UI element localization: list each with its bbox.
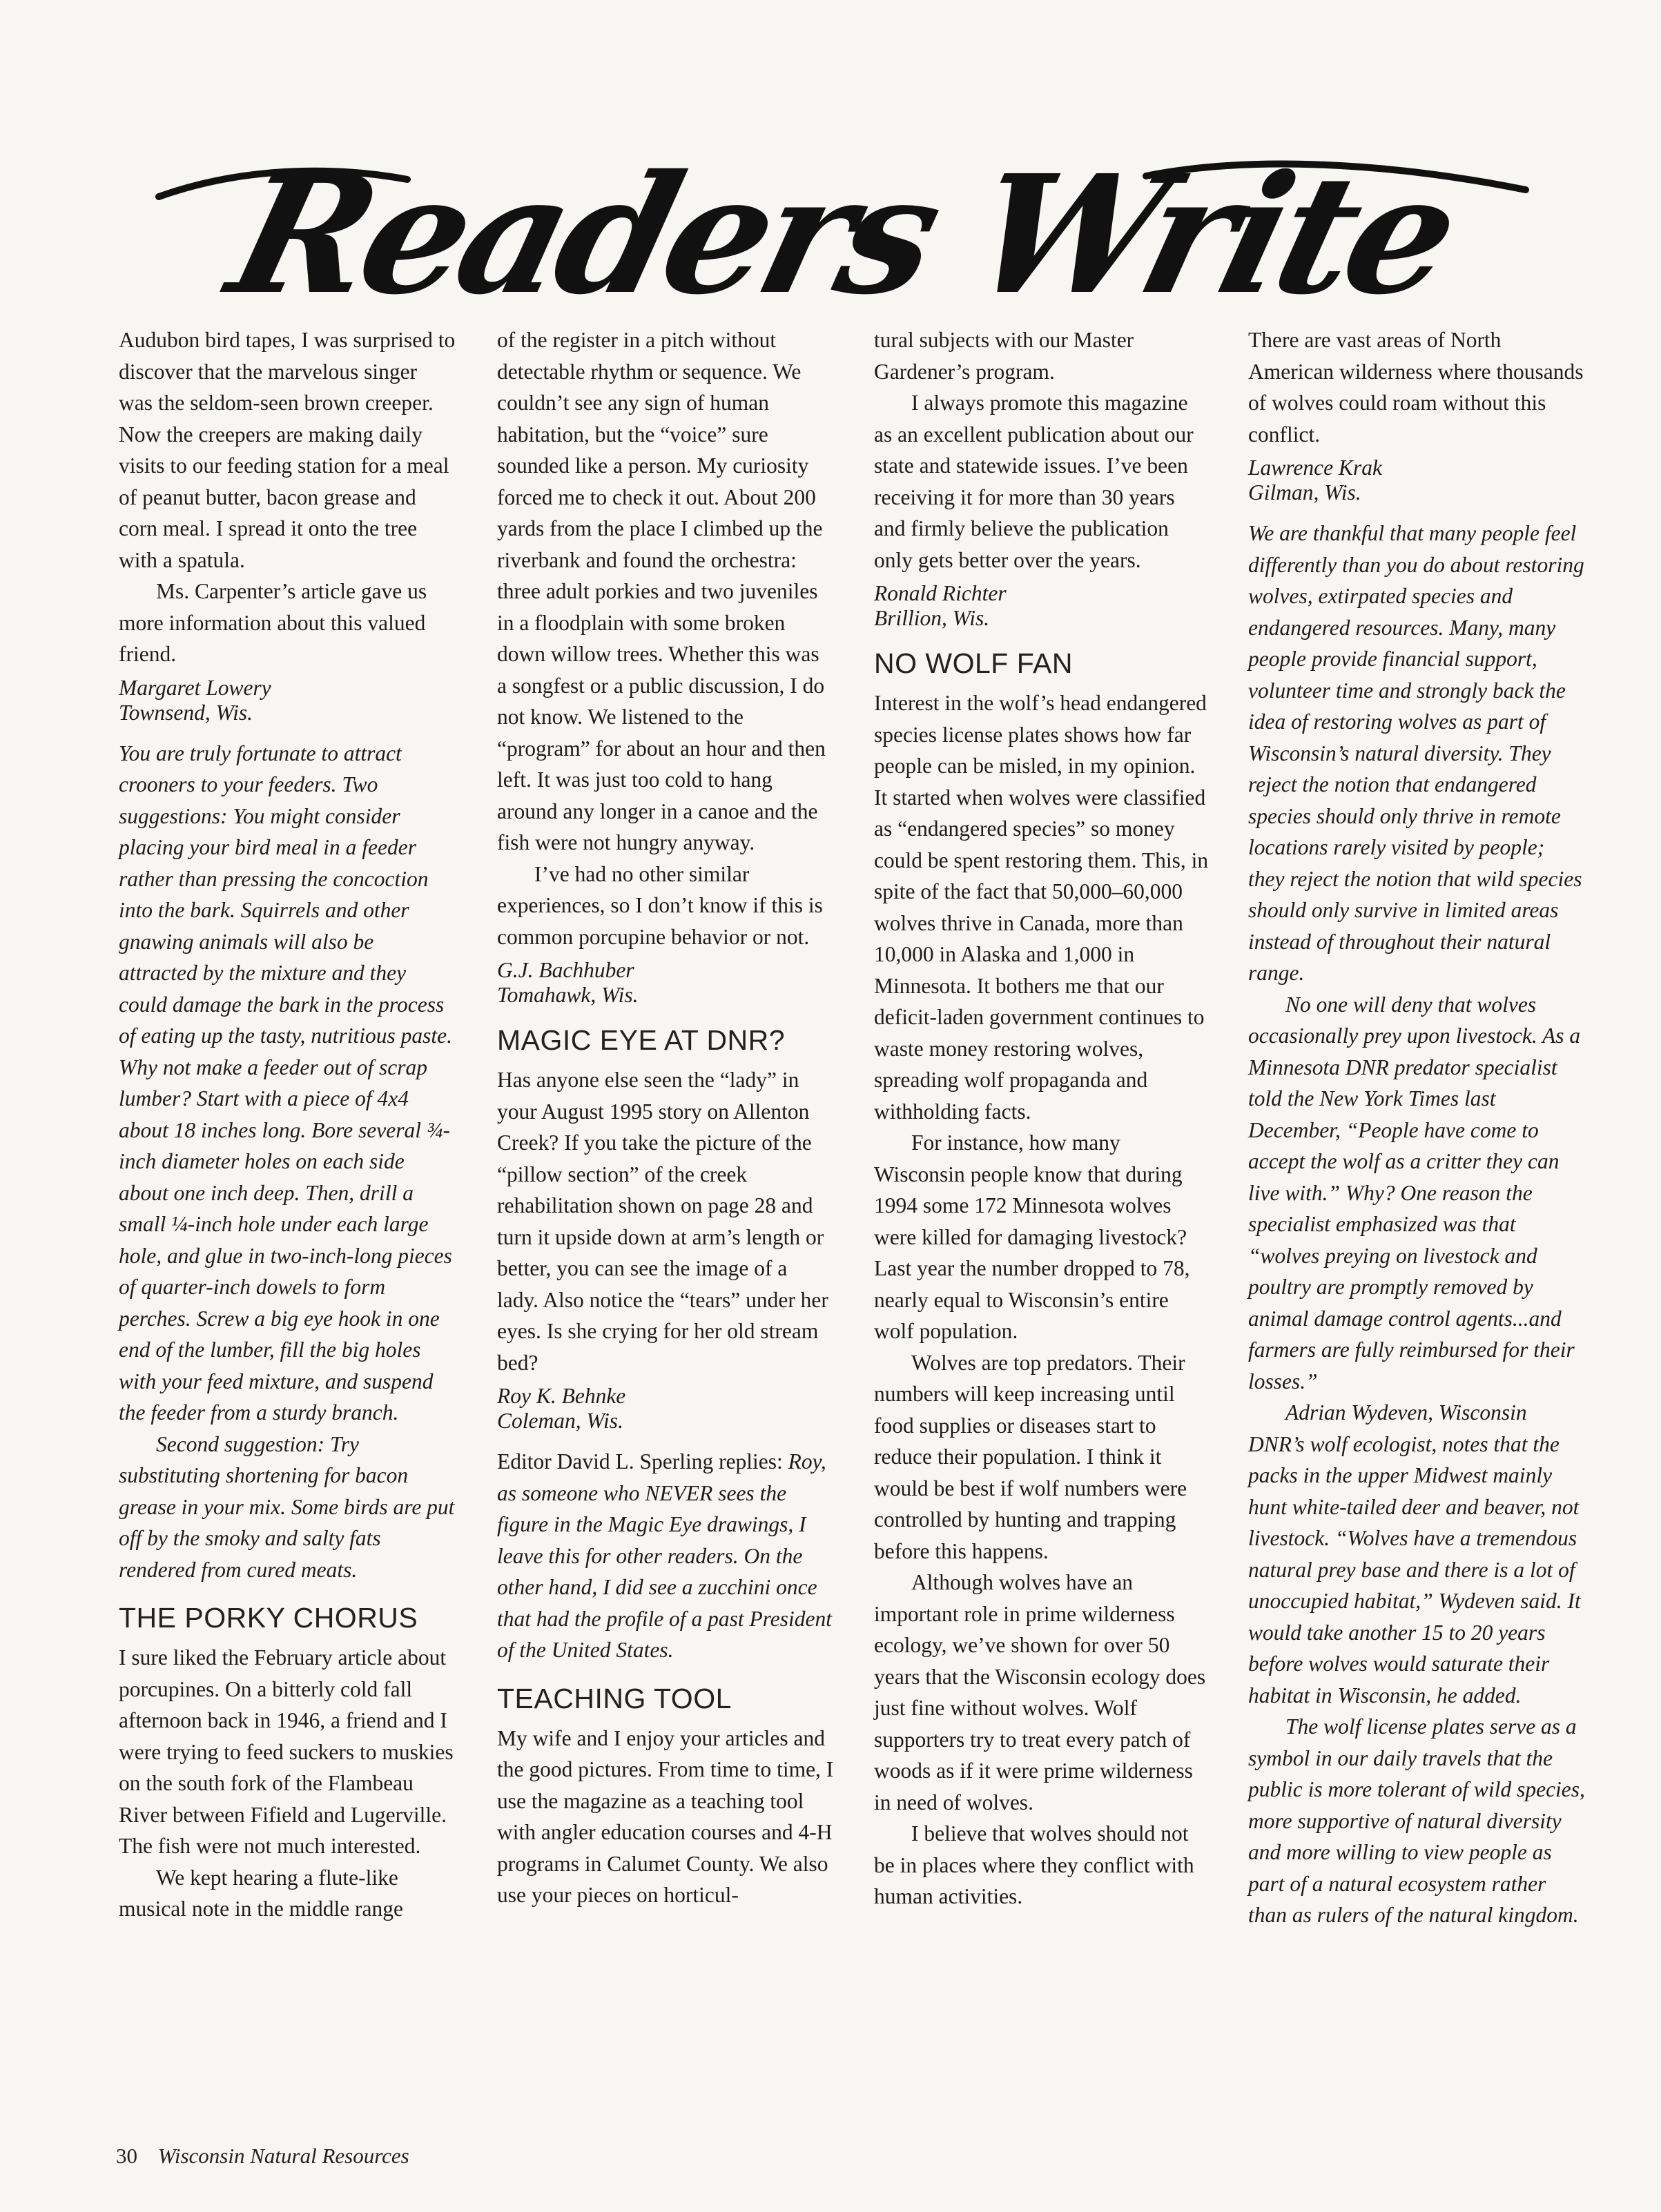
signature-place: Brillion, Wis. <box>874 606 990 630</box>
section-heading: MAGIC EYE AT DNR? <box>497 1024 786 1056</box>
signature-place: Tomahawk, Wis. <box>497 983 639 1007</box>
editor-reply <box>497 1446 834 1666</box>
letter-paragraph: Wolves are top predators. Their numbers will keep increasing until food supplies or diseases start to reduce their population. I think it would be best if wolf numbers were controlled by hunting and trapping before this happens. <box>874 1350 1187 1563</box>
letter-signature <box>497 958 834 1008</box>
letter-paragraph: Audubon bird tapes, I was surprised to discover that the marvelous singer was the seldom-seen brown creeper. Now the creepers are making daily visits to our feeding station for a meal of peanut butter, bacon grease and corn meal. I spread it onto the tree with a spatula. <box>119 328 456 572</box>
letter-paragraph: My wife and I enjoy your articles and the good pictures. From time to time, I use the magazine as a teaching tool with angler education courses and 4-H programs in Calumet County. We also use your pieces on horticul- <box>497 1725 834 1907</box>
signature-place: Townsend, Wis. <box>119 700 253 725</box>
signature-name: Ronald Richter <box>874 581 1007 605</box>
page-footer <box>116 2144 409 2169</box>
letter-paragraph: For instance, how many Wisconsin people know that during 1994 some 172 Minnesota wolves were killed for damaging livestock? Last year the number dropped to 78, nearly equal to Wisconsin’s entire wolf population. <box>874 1131 1190 1343</box>
letter-signature <box>874 581 1211 631</box>
letter-paragraph: Ms. Carpenter’s article gave us more information about this valued friend. <box>119 579 427 666</box>
column-3 <box>874 324 1211 1912</box>
section-heading: NO WOLF FAN <box>874 647 1073 679</box>
editor-reply: No one will deny that wolves occasionally prey upon livestock. As a Minnesota DNR predator specialist told the New York Times last December, “People have come to accept the wolf as a critter they can live with.” Why? One reason the specialist emphasized was that “wolves preying on livestock and poultry are promptly removed by animal damage control agents...and farmers are fully reimbursed for their losses.” <box>1248 992 1581 1393</box>
editor-reply: Second suggestion: Try substituting shortening for bacon grease in your mix. Some birds are put off by the smoky and salty fats rendered from cured meats. <box>119 1431 455 1582</box>
letter-signature <box>1248 456 1585 505</box>
editor-reply: Adrian Wydeven, Wisconsin DNR’s wolf ecologist, notes that the packs in the upper Midwest mainly hunt white-tailed deer and beaver, not livestock. “Wolves have a tremendous natural prey base and there is a lot of unoccupied habitat,” Wydeven said. It would take another 15 to 20 years before wolves would saturate their habitat in Wisconsin, he added. <box>1248 1400 1581 1707</box>
masthead-title: Readers Write <box>213 139 1471 331</box>
editor-reply: The wolf license plates serve as a symbol in our daily travels that the public is more tolerant of wild species, more supportive of natural diversity and more willing to view people as part of a natural ecosystem rather than as rulers of the natural kingdom. <box>1248 1714 1585 1927</box>
page-number: 30 <box>116 2144 137 2168</box>
masthead <box>145 139 1539 331</box>
letter-paragraph: of the register in a pitch without detectable rhythm or sequence. We couldn’t see any sign of human habitation, but the “voice” sure sounded like a person. My curiosity forced me to check it out. About 200 yards from the place I climbed up the riverbank and found the orchestra: three adult porkies and two juveniles in a floodplain with some broken down willow trees. Whether this was a songfest or a public discussion, I do not know. We listened to the “program” for about an hour and then left. It was just too cold to hang around any longer in a canoe and the fish were not hungry anyway. <box>497 328 826 854</box>
masthead-swash <box>145 148 1539 321</box>
signature-name: Margaret Lowery <box>119 675 271 700</box>
signature-place: Gilman, Wis. <box>1248 480 1361 505</box>
magazine-title: Wisconsin Natural Resources <box>157 2144 409 2168</box>
column-2 <box>497 324 834 1911</box>
letter-paragraph: We kept hearing a flute-like musical note in the middle range <box>119 1865 404 1921</box>
letter-paragraph: Interest in the wolf’s head endangered species license plates shows how far people can be misled, in my opinion. It started when wolves were classified as “endangered species” so money could be spent restoring them. This, in spite of the fact that 50,000–60,000 wolves thrive in Canada, more than 10,000 in Alaska and 1,000 in Minnesota. It bothers me that our deficit-laden government continues to waste money restoring wolves, spreading wolf propaganda and withholding facts. <box>874 691 1209 1124</box>
letter-paragraph: tural subjects with our Master Gardener’s program. <box>874 328 1134 384</box>
editor-reply: We are thankful that many people feel differently than you do about restoring wolves, extirpated species and endangered resources. Many, many people provide financial support, volunteer time and strongly back the idea of restoring wolves as part of Wisconsin’s natural diversity. They reject the notion that endangered species should only thrive in remote locations rarely visited by people; they reject the notion that wild species should only survive in limited areas instead of throughout their natural range. <box>1248 521 1584 985</box>
editor-reply-text: Roy, as someone who NEVER sees the figure in the Magic Eye drawings, I leave this for other readers. On the other hand, I did see a zucchini once that had the profile of a past President of the United States. <box>497 1449 833 1662</box>
letter-paragraph: I’ve had no other similar experiences, so I don’t know if this is common porcupine behavior or not. <box>497 861 823 949</box>
section-heading: TEACHING TOOL <box>497 1682 732 1714</box>
letter-paragraph: Although wolves have an important role in prime wilderness ecology, we’ve shown for over 50 years that the Wisconsin ecology does just fine without wolves. Wolf supporters try to treat every patch of woods as if it were prime wilderness in need of wolves. <box>874 1570 1206 1814</box>
column-1 <box>119 324 456 1925</box>
letter-paragraph: I sure liked the February article about porcupines. On a bitterly cold fall afternoon back in 1946, a friend and I were trying to feed suckers to muskies on the south fork of the Flambeau River between Fifield and Lugerville. The fish were not much interested. <box>119 1645 454 1858</box>
letter-signature <box>497 1384 834 1433</box>
letter-paragraph: I believe that wolves should not be in places where they conflict with human activities. <box>874 1821 1194 1908</box>
letter-paragraph: Has anyone else seen the “lady” in your August 1995 story on Allenton Creek? If you take the picture of the “pillow section” of the creek rehabilitation shown on page 28 and turn it upside down at arm’s length or better, you can see the image of a lady. Also notice the “tears” under her eyes. Is she crying for her old stream bed? <box>497 1068 828 1375</box>
letter-paragraph: There are vast areas of North American wilderness where thousands of wolves could roam without this conflict. <box>1248 328 1584 447</box>
editor-reply-lead: Editor David L. Sperling replies: <box>497 1449 783 1474</box>
letter-paragraph: I always promote this magazine as an excellent publication about our state and statewide issues. I’ve been receiving it for more than 30 years and firmly believe the publication only gets better over the years. <box>874 391 1194 572</box>
letter-signature <box>119 676 456 725</box>
signature-name: Roy K. Behnke <box>497 1384 626 1408</box>
signature-name: G.J. Bachhuber <box>497 958 634 982</box>
signature-name: Lawrence Krak <box>1248 456 1382 480</box>
editor-reply: You are truly fortunate to attract crooners to your feeders. Two suggestions: You might consider placing your bird meal in a feeder rather than pressing the concoction into the bark. Squirrels and other gnawing animals will also be attracted by the mixture and they could damage the bark in the process of eating up the tasty, nutritious paste. Why not make a feeder out of scrap lumber? Start with a piece of 4x4 about 18 inches long. Bore several ¾-inch diameter holes on each side about one inch deep. Then, drill a small ¼-inch hole under each large hole, and glue in two-inch-long pieces of quarter-inch dowels to form perches. Screw a big eye hook in one end of the lumber, fill the big holes with your feed mixture, and suspend the feeder from a sturdy branch. <box>119 741 452 1425</box>
signature-place: Coleman, Wis. <box>497 1409 623 1433</box>
section-heading: THE PORKY CHORUS <box>119 1602 418 1634</box>
column-4 <box>1248 324 1585 1931</box>
